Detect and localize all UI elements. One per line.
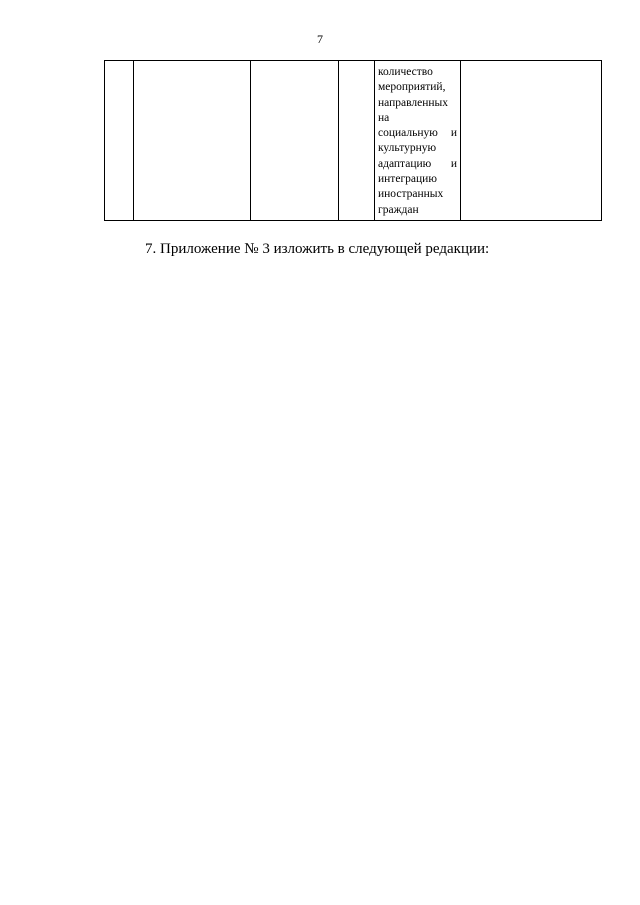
table-cell-value: [461, 61, 602, 221]
page-number: 7: [317, 32, 323, 46]
table-cell-indicator: [375, 61, 461, 221]
indicator-line: граждан: [378, 203, 419, 216]
indicator-line: культурную: [378, 142, 437, 155]
indicator-line: количество: [378, 66, 433, 78]
indicator-line: интеграцию: [378, 173, 437, 186]
table-row: [105, 61, 602, 221]
table-continuation: [104, 60, 602, 221]
indicator-line: иностранных: [378, 188, 444, 201]
amendment-paragraph: 7. Приложение № 3 изложить в следующей редакции:: [145, 241, 490, 257]
indicator-line: социальную и: [378, 127, 457, 140]
indicator-text: [375, 61, 460, 220]
indicator-line: на: [378, 111, 390, 124]
table-cell-term: [339, 61, 375, 221]
indicator-line: мероприятий,: [378, 81, 446, 94]
table-cell-number: [105, 61, 134, 221]
table-cell-executor: [251, 61, 339, 221]
indicator-line: адаптацию и: [378, 157, 457, 170]
indicator-line: направленных: [378, 96, 449, 109]
table-cell-name: [134, 61, 251, 221]
